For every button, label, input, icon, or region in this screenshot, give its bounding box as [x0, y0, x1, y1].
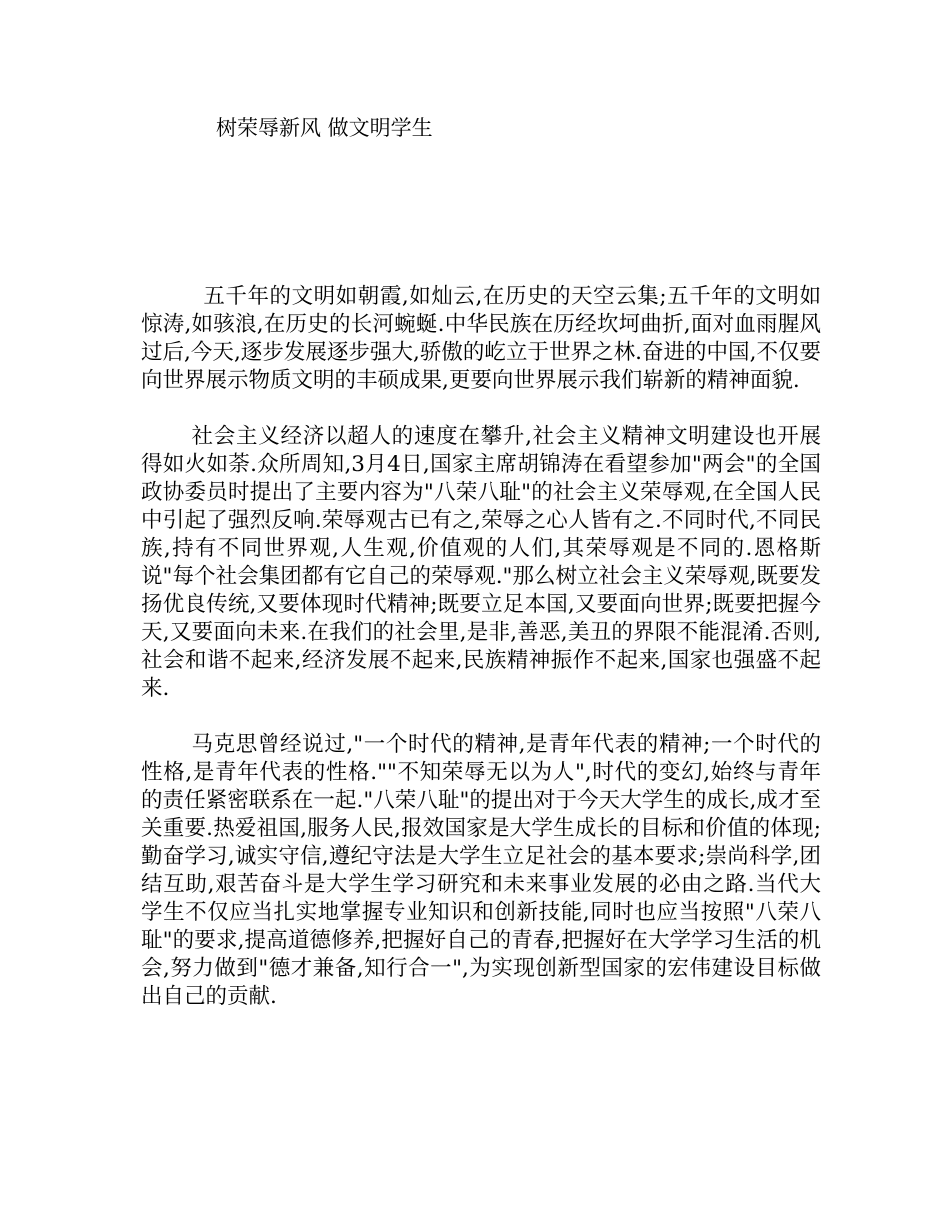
paragraph-1: 五千年的文明如朝霞,如灿云,在历史的天空云集;五千年的文明如惊涛,如骇浪,在历史的长河蜿蜒.中华民族在历经坎坷曲折,面对血雨腥风过后,今天,逐步发展逐步强大,骄傲的屹立于世界之林.奋进的中国,不仅要向世界展示物质文明的丰硕成果,更要向世界展示我们崭新的精神面貌.	[141, 284, 821, 393]
paragraph-3: 马克思曾经说过,"一个时代的精神,是青年代表的精神;一个时代的性格,是青年代表的性格.""不知荣辱无以为人",时代的变幻,始终与青年的责任紧密联系在一起."八荣八耻"的提出对于今天大学生的成长,成才至关重要.热爱祖国,服务人民,报效国家是大学生成长的目标和价值的体现;勤奋学习,诚实守信,遵纪守法是大学生立足社会的基本要求;崇尚科学,团结互助,艰苦奋斗是大学生学习研究和未来事业发展的必由之路.当代大学生不仅应当扎实地掌握专业知识和创新技能,同时也应当按照"八荣八耻"的要求,提高道德修养,把握好自己的青春,把握好在大学学习生活的机会,努力做到"德才兼备,知行合一",为实现创新型国家的宏伟建设目标做出自己的贡献.	[141, 732, 821, 1009]
document-body	[141, 283, 821, 1011]
paragraph-2: 社会主义经济以超人的速度在攀升,社会主义精神文明建设也开展得如火如荼.众所周知,3月4日,国家主席胡锦涛在看望参加"两会"的全国政协委员时提出了主要内容为"八荣八耻"的社会主义荣辱观,在全国人民中引起了强烈反响.荣辱观古已有之,荣辱之心人皆有之.不同时代,不同民族,持有不同世界观,人生观,价值观的人们,其荣辱观是不同的.恩格斯说"每个社会集团都有它自己的荣辱观."那么树立社会主义荣辱观,既要发扬优良传统,又要体现时代精神;既要立足本国,又要面向世界;既要把握今天,又要面向未来.在我们的社会里,是非,善恶,美丑的界限不能混淆.否则,社会和谐不起来,经济发展不起来,民族精神振作不起来,国家也强盛不起来.	[141, 424, 821, 701]
document-title: 树荣辱新风 做文明学生	[216, 116, 433, 140]
